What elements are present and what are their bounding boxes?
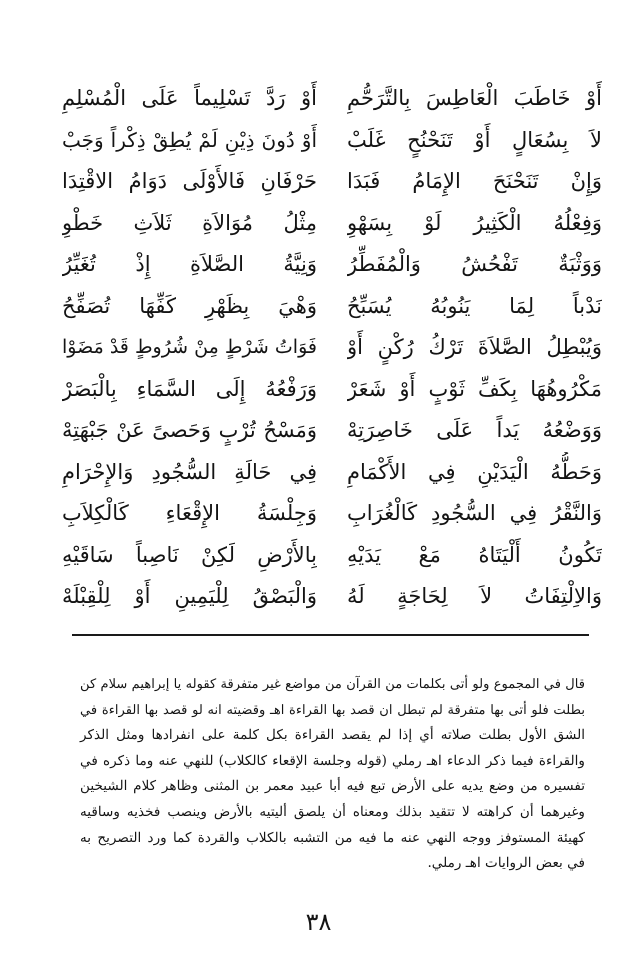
verse-left-6: وَهْيَ بِظَهْرِ كَفِّهَا تُصَفِّحُ xyxy=(62,293,317,318)
verse-right-2: لاَ بِسُعَالٍ أَوْ تَنَحْنُحٍ غَلَبْ xyxy=(347,127,602,152)
verse-left-5: وَنِيَّةُ الصَّلاَةِ إِذْ تُغَيِّرُ xyxy=(62,252,317,276)
footnote-line: وغيرهما أن كراهته لا تتقيد بذلك ومعناه أن يلصق أليتيه بالأرض وينصب فخذيه وساقيه xyxy=(80,803,585,820)
verse-left-10: فِي حَالَةِ السُّجُودِ وَالإِحْرَامِ xyxy=(62,459,317,484)
footnote xyxy=(80,672,585,877)
verse-right-9: وَوَضْعُهُ يَداً عَلَى خَاصِرَتِهْ xyxy=(347,418,602,442)
footnote-line: كهيئة المستوفز ووجه النهي عنه ما فيه من التشبه بالكلاب والقردة كما ورد التصريح به xyxy=(80,829,585,846)
verse-left-11: وَجِلْسَةُ الإِقْعَاءِ كَالْكِلاَبِ xyxy=(62,501,317,525)
verse-left-2: أَوْ دُونَ ذِيْنِ لَمْ يُطِقْ ذِكْراً وَجَبْ xyxy=(62,127,317,152)
verse-left-9: وَمَسْحُ تُرْبٍ وَحَصىً عَنْ جَبْهَتِهْ xyxy=(62,418,317,442)
footnote-line: الشق الأول بطلت صلاته أي إذا لم يقصد القراءة بكل كلمة على انفرادها ومثل الذكر xyxy=(80,727,585,744)
verse-left-7: فَوَاتُ شَرْطٍ مِنْ شُرُوطٍ قَدْ مَضَوْا xyxy=(62,336,317,358)
footnote-line: بطلت فلو أتى بها متفرقة لم تبطل ان قصد بها القراءة اهـ وقضيته انه لو قصد بها القراءة في xyxy=(80,702,585,718)
footnote-line: تفسيره من وضع يديه على الأرض تبع فيه أبا عبيد معمر بن المثنى وظاهر كلام الشيخين xyxy=(80,778,585,795)
verse-right-11: وَالنَّقْرُ فِي السُّجُودِ كَالْغُرَابِ xyxy=(347,501,602,525)
verse-left-3: حَرْفَانِ فَالأَوْلَى دَوَامُ الاقْتِدَا xyxy=(62,169,317,193)
verse-right-5: وَوَثْبَةٌ تَفْحُشُ وَالْمُفَطِّرُ xyxy=(347,252,602,276)
footnote-line: والقراءة فيما ذكر الدعاء اهـ رملي (قوله وجلسة الإقعاء كالكلاب) للنهي عنه وما ذكره في xyxy=(80,752,585,769)
verse-right-10: وَحَطُّهُ الْيَدَيْنِ فِي الأَكْمَامِ xyxy=(347,459,602,484)
verse-right-3: وَإِنْ تَنَحْنَحَ الإِمَامُ فَبَدَا xyxy=(347,169,602,193)
verse-right-12: تَكُونُ أَلْيَتَاهُ مَعْ يَدَيْهِ xyxy=(347,542,602,567)
footnote-line: في بعض الروايات اهـ رملي. xyxy=(427,855,585,872)
verse-left-4: مِثْلُ مُوَالاَةِ ثَلاَثِ خَطْوِ xyxy=(62,210,317,235)
verse-right-4: وَفِعْلُهُ الْكَثِيرُ لَوْ بِسَهْوِ xyxy=(347,210,602,235)
verse-right-6: نَدْباً لِمَا يَنُوبُهُ يُسَبِّحُ xyxy=(347,293,602,318)
verse-left-8: وَرَفْعُهُ إِلَى السَّمَاءِ بِالْبَصَرْ xyxy=(62,376,317,401)
verse-right-7: وَيُبْطِلُ الصَّلاَةَ تَرْكُ رُكْنٍ أَوْ xyxy=(347,335,602,359)
page-number: ٣٨ xyxy=(305,908,332,936)
verse-right-1: أَوْ خَاطَبَ الْعَاطِسَ بِالتَّرَحُّمِ xyxy=(347,86,602,110)
poem-left-column xyxy=(62,78,317,618)
footnote-line: قال في المجموع ولو أتى بكلمات من القرآن من مواضع غير متفرقة كقوله يا إبراهيم سلام كن xyxy=(80,677,585,692)
verse-right-8: مَكْرُوهُهَا بِكَفِّ ثَوْبٍ أَوْ شَعَرْ xyxy=(347,376,602,401)
poem-right-column xyxy=(347,78,602,618)
verse-left-1: أَوْ رَدَّ تَسْلِيماً عَلَى الْمُسْلِمِ xyxy=(62,86,317,110)
poem xyxy=(62,78,602,618)
verse-right-13: وَالاِلْتِفَاتُ لاَ لِحَاجَةٍ لَهُ xyxy=(347,584,602,608)
verse-left-12: بِالأَرْضِ لَكِنْ نَاصِباً سَاقَيْهِ xyxy=(62,542,317,567)
verse-left-13: وَالْبَصْقُ لِلْيَمِينِ أَوْ لِلْقِبْلَهْ xyxy=(62,584,317,608)
footnote-divider xyxy=(72,634,589,636)
